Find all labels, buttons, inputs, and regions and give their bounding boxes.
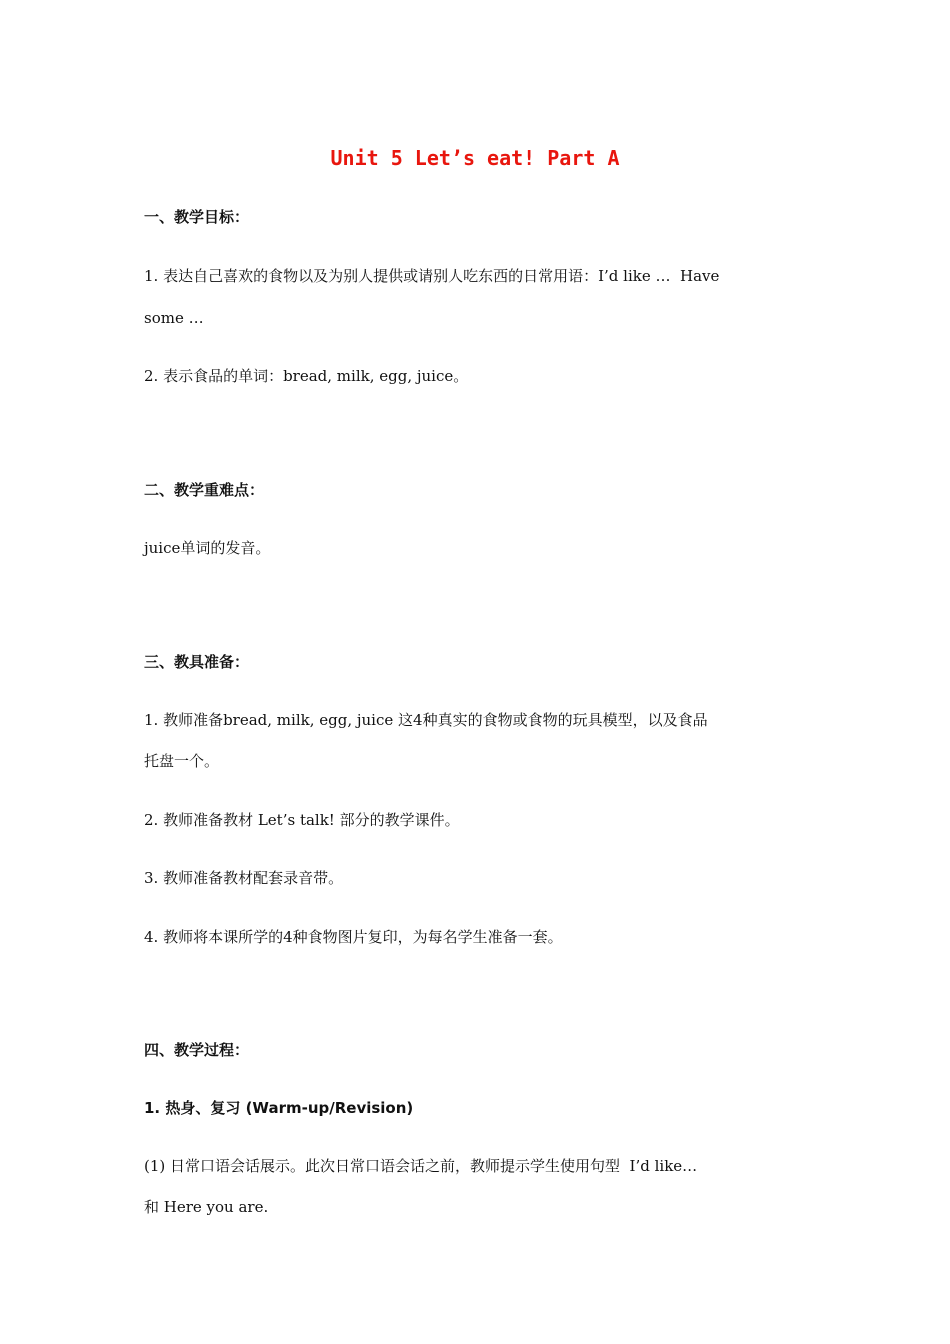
material-3: 3. 教师准备教材配套录音带。 bbox=[144, 869, 344, 887]
material-1-line-2: 托盘一个。 bbox=[144, 752, 220, 770]
material-2: 2. 教师准备教材 Let’s talk! 部分的教学课件。 bbox=[144, 811, 460, 829]
objective-1-line-1: 1. 表达自己喜欢的食物以及为别人提供或请别人吃东西的日常用语：I’d like … Have bbox=[144, 267, 720, 285]
objective-2: 2. 表示食品的单词：bread, milk, egg, juice。 bbox=[144, 367, 469, 385]
material-4: 4. 教师将本课所学的4种食物图片复印，为每名学生准备一套。 bbox=[144, 928, 563, 946]
subsection-heading-warmup: 1. 热身、复习 (Warm-up/Revision) bbox=[144, 1099, 414, 1117]
key-point-text: juice单词的发音。 bbox=[144, 539, 271, 557]
section-heading-objectives: 一、教学目标： bbox=[144, 208, 250, 226]
section-heading-materials: 三、教具准备： bbox=[144, 653, 250, 671]
objective-1-line-2: some … bbox=[144, 309, 204, 327]
warmup-item-1-line-1: (1) 日常口语会话展示。此次日常口语会话之前，教师提示学生使用句型 I’d like… bbox=[144, 1157, 698, 1175]
warmup-item-1-line-2: 和 Here you are. bbox=[144, 1198, 269, 1216]
section-heading-key-points: 二、教学重难点： bbox=[144, 481, 265, 499]
material-1-line-1: 1. 教师准备bread, milk, egg, juice 这4种真实的食物或食物的玩具模型，以及食品 bbox=[144, 711, 708, 729]
document-title: Unit 5 Let’s eat! Part A bbox=[330, 146, 620, 170]
section-heading-process: 四、教学过程： bbox=[144, 1041, 250, 1059]
